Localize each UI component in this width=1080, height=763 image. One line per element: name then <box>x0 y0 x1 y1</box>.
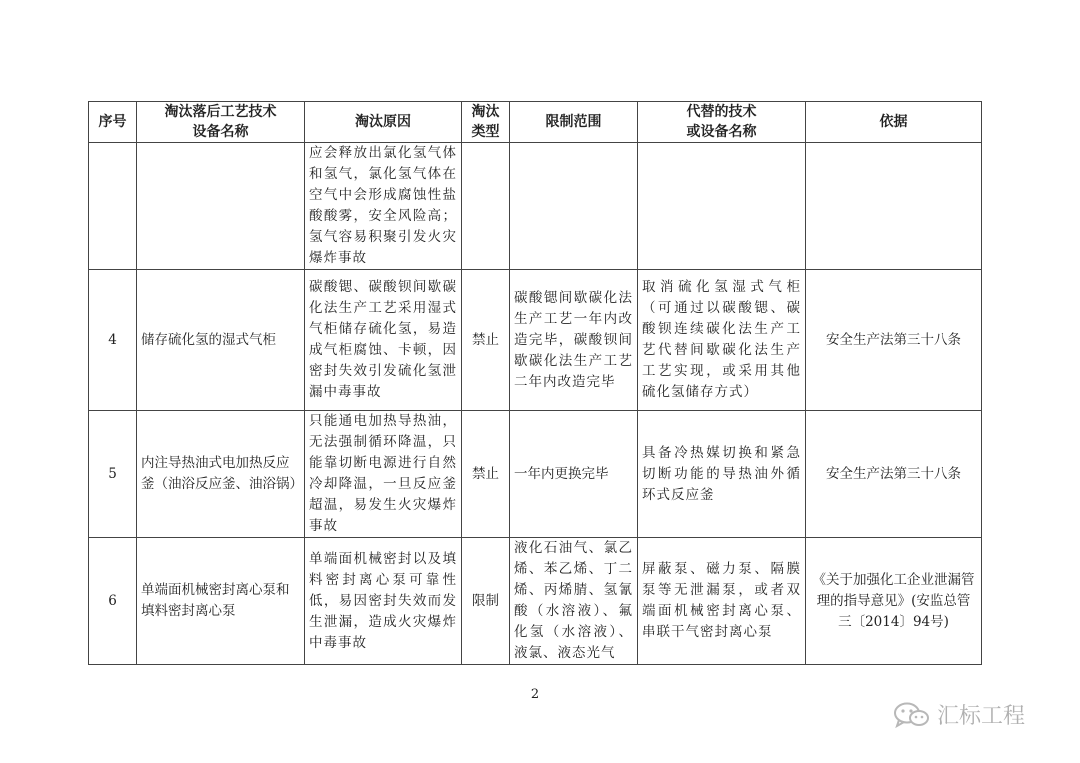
cell-type: 限制 <box>462 538 510 665</box>
elimination-table <box>88 101 982 665</box>
page-number: 2 <box>530 687 540 702</box>
watermark <box>893 699 1025 730</box>
header-text: 淘汰落后工艺技术 设备名称 <box>164 104 277 140</box>
header-replacement <box>638 102 806 143</box>
cell-reason: 碳酸锶、碳酸钡间歇碳化法生产工艺采用湿式气柜储存硫化氢，易造成气柜腐蚀、卡顿，因密封失效引发硫化氢泄漏中毒事故 <box>305 270 462 411</box>
header-basis: 依据 <box>806 102 982 143</box>
cell-replacement: 取消硫化氢湿式气柜（可通过以碳酸锶、碳酸钡连续碳化法生产工艺代替间歇碳化法生产工艺实现，或采用其他硫化氢储存方式） <box>638 270 806 411</box>
table-row <box>89 538 982 665</box>
cell-replacement <box>638 143 806 270</box>
cell-reason: 只能通电加热导热油，无法强制循环降温，只能靠切断电源进行自然冷却降温，一旦反应釜超温，易发生火灾爆炸事故 <box>305 411 462 538</box>
cell-no: 4 <box>89 270 137 411</box>
cell-scope: 一年内更换完毕 <box>510 411 638 538</box>
wechat-icon <box>893 701 931 729</box>
header-text: 代替的技术 或设备名称 <box>686 104 757 140</box>
cell-name: 单端面机械密封离心泵和填料密封离心泵 <box>137 538 305 665</box>
cell-basis: 安全生产法第三十八条 <box>806 411 982 538</box>
cell-reason: 应会释放出氯化氢气体和氢气，氯化氢气体在空气中会形成腐蚀性盐酸酸雾，安全风险高；氢气容易积聚引发火灾爆炸事故 <box>305 143 462 270</box>
cell-type: 禁止 <box>462 411 510 538</box>
cell-basis: 《关于加强化工企业泄漏管理的指导意见》(安监总管三〔2014〕94号) <box>806 538 982 665</box>
cell-basis: 安全生产法第三十八条 <box>806 270 982 411</box>
cell-name <box>137 143 305 270</box>
header-no: 序号 <box>89 102 137 143</box>
header-type <box>462 102 510 143</box>
cell-replacement: 具备冷热媒切换和紧急切断功能的导热油外循环式反应釜 <box>638 411 806 538</box>
cell-type <box>462 143 510 270</box>
header-name <box>137 102 305 143</box>
cell-basis <box>806 143 982 270</box>
cell-type: 禁止 <box>462 270 510 411</box>
cell-no: 5 <box>89 411 137 538</box>
table-row <box>89 411 982 538</box>
table-row-continuation <box>89 143 982 270</box>
cell-scope: 液化石油气、氯乙烯、苯乙烯、丁二烯、丙烯腈、氢氰酸（水溶液）、氟化氢（水溶液）、液氯、液态光气 <box>510 538 638 665</box>
table-row <box>89 270 982 411</box>
cell-name: 储存硫化氢的湿式气柜 <box>137 270 305 411</box>
cell-reason: 单端面机械密封以及填料密封离心泵可靠性低，易因密封失效而发生泄漏，造成火灾爆炸中毒事故 <box>305 538 462 665</box>
header-text: 淘汰 类型 <box>471 104 500 140</box>
cell-no <box>89 143 137 270</box>
cell-scope: 碳酸锶间歇碳化法生产工艺一年内改造完毕，碳酸钡间歇碳化法生产工艺二年内改造完毕 <box>510 270 638 411</box>
table-header-row <box>89 102 982 143</box>
cell-scope <box>510 143 638 270</box>
header-reason: 淘汰原因 <box>305 102 462 143</box>
cell-no: 6 <box>89 538 137 665</box>
cell-name: 内注导热油式电加热反应釜（油浴反应釜、油浴锅） <box>137 411 305 538</box>
cell-replacement: 屏蔽泵、磁力泵、隔膜泵等无泄漏泵，或者双端面机械密封离心泵、串联干气密封离心泵 <box>638 538 806 665</box>
header-scope: 限制范围 <box>510 102 638 143</box>
watermark-text: 汇标工程 <box>937 704 1026 729</box>
